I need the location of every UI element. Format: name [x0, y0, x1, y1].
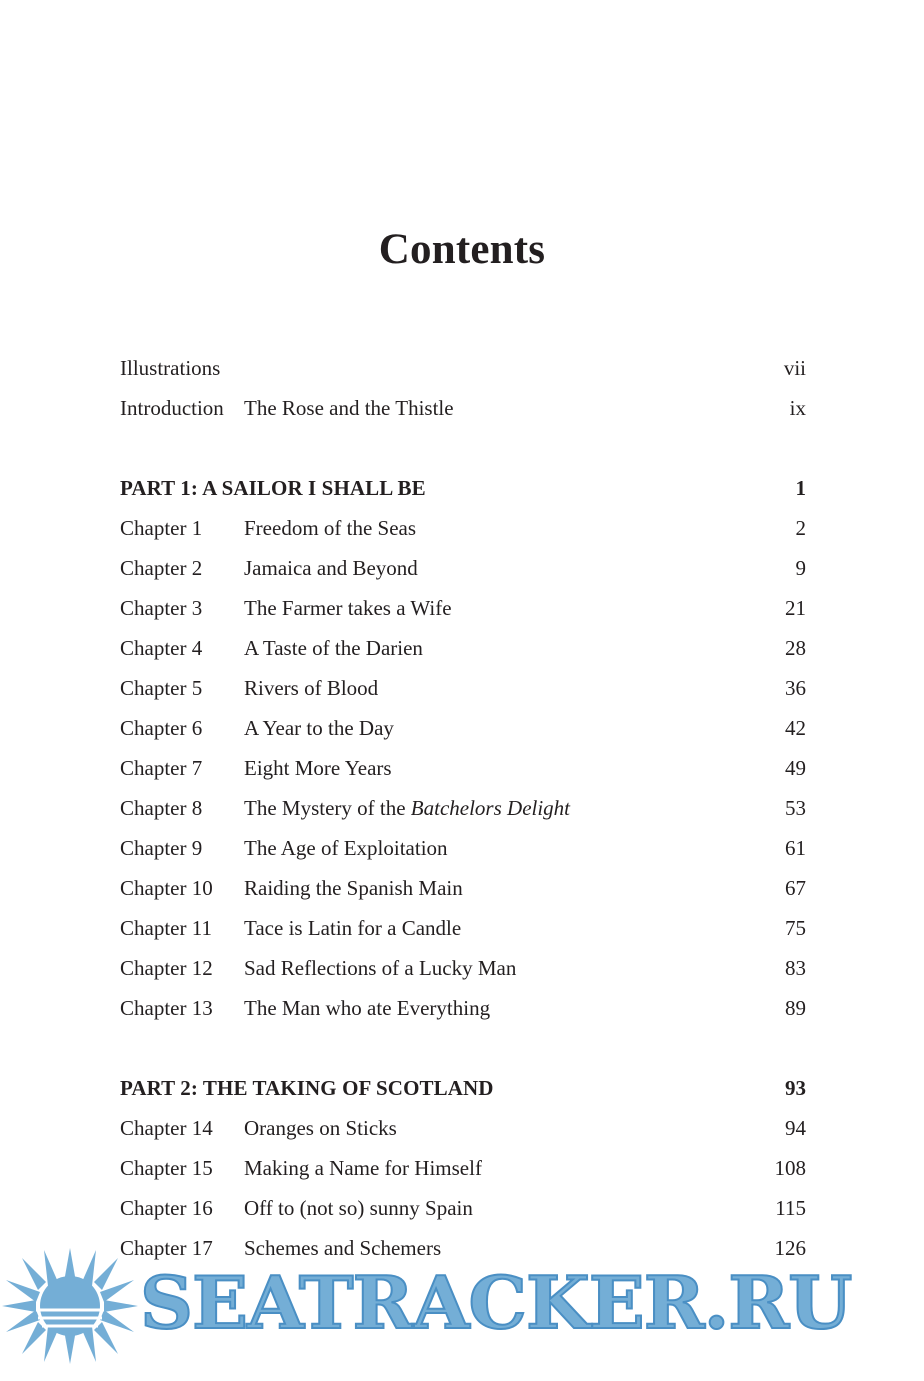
chapter-title: The Age of Exploitation: [244, 836, 448, 860]
chapter-label: Chapter 13: [120, 996, 213, 1020]
toc-chapter-7[interactable]: [120, 748, 806, 788]
chapter-title: [244, 788, 570, 828]
chapter-page: 126: [774, 1236, 806, 1260]
chapter-title: The Man who ate Everything: [244, 996, 491, 1020]
entry-page: vii: [783, 356, 806, 380]
chapter-label: Chapter 4: [120, 636, 203, 660]
chapter-page: 94: [785, 1116, 806, 1140]
chapter-label: Chapter 9: [120, 836, 203, 860]
toc-chapter-15[interactable]: [120, 1148, 806, 1188]
toc-chapter-2[interactable]: [120, 548, 806, 588]
chapter-title: Rivers of Blood: [244, 676, 379, 700]
toc-part-1[interactable]: [120, 468, 806, 508]
chapter-title: A Year to the Day: [244, 716, 394, 740]
chapter-page: 2: [795, 516, 806, 540]
chapter-label: Chapter 12: [120, 956, 213, 980]
chapter-title: Raiding the Spanish Main: [244, 876, 463, 900]
part-label: PART 2: THE TAKING OF SCOTLAND: [120, 1076, 494, 1100]
part-page: 93: [785, 1076, 806, 1100]
toc-entry-illustrations[interactable]: [120, 348, 806, 388]
chapter-label: Chapter 17: [120, 1236, 213, 1260]
toc-chapter-6[interactable]: [120, 708, 806, 748]
chapter-title: The Farmer takes a Wife: [244, 596, 452, 620]
chapter-page: 53: [785, 796, 806, 820]
chapter-label: Chapter 14: [120, 1116, 213, 1140]
chapter-page: 89: [785, 996, 806, 1020]
part-page: 1: [795, 476, 806, 500]
toc-chapter-8[interactable]: [120, 788, 806, 828]
toc-part-2[interactable]: [120, 1068, 806, 1108]
chapter-title: Making a Name for Himself: [244, 1156, 482, 1180]
entry-page: ix: [789, 396, 806, 420]
toc-chapter-4[interactable]: [120, 628, 806, 668]
chapter-label: Chapter 15: [120, 1156, 213, 1180]
chapter-title: Oranges on Sticks: [244, 1116, 397, 1140]
chapter-label: Chapter 8: [120, 796, 203, 820]
chapter-label: Chapter 16: [120, 1196, 213, 1220]
chapter-label: Chapter 6: [120, 716, 203, 740]
chapter-page: 28: [785, 636, 806, 660]
chapter-page: 42: [785, 716, 806, 740]
chapter-title-roman: The Mystery of the: [244, 796, 411, 820]
chapter-title: Tace is Latin for a Candle: [244, 916, 462, 940]
toc-chapter-16[interactable]: [120, 1188, 806, 1228]
toc-entry-introduction[interactable]: [120, 388, 806, 428]
chapter-page: 49: [785, 756, 806, 780]
chapter-page: 115: [775, 1196, 806, 1220]
part-label: PART 1: A SAILOR I SHALL BE: [120, 476, 426, 500]
toc-chapter-14[interactable]: [120, 1108, 806, 1148]
toc-chapter-10[interactable]: [120, 868, 806, 908]
entry-label: Introduction: [120, 396, 224, 420]
chapter-label: Chapter 3: [120, 596, 203, 620]
watermark-text: SEATRACKER.RU: [140, 1260, 852, 1345]
chapter-title: Eight More Years: [244, 756, 392, 780]
toc-chapter-9[interactable]: [120, 828, 806, 868]
toc-chapter-1[interactable]: [120, 508, 806, 548]
toc-chapter-5[interactable]: [120, 668, 806, 708]
toc-chapter-11[interactable]: [120, 908, 806, 948]
toc-chapter-3[interactable]: [120, 588, 806, 628]
entry-label: Illustrations: [120, 356, 221, 380]
chapter-page: 83: [785, 956, 806, 980]
chapter-page: 108: [774, 1156, 806, 1180]
chapter-title: Jamaica and Beyond: [244, 556, 418, 580]
chapter-title: Schemes and Schemers: [244, 1236, 442, 1260]
toc-chapter-12[interactable]: [120, 948, 806, 988]
entry-title: The Rose and the Thistle: [244, 396, 454, 420]
chapter-page: 21: [785, 596, 806, 620]
chapter-page: 67: [785, 876, 806, 900]
chapter-title-italic: Batchelors Delight: [410, 796, 571, 820]
chapter-title: A Taste of the Darien: [244, 636, 423, 660]
chapter-page: 75: [785, 916, 806, 940]
chapter-page: 61: [785, 836, 806, 860]
chapter-label: Chapter 11: [120, 916, 212, 940]
chapter-label: Chapter 7: [120, 756, 203, 780]
toc-chapter-13[interactable]: [120, 988, 806, 1028]
chapter-title: Sad Reflections of a Lucky Man: [244, 956, 517, 980]
chapter-label: Chapter 2: [120, 556, 203, 580]
chapter-label: Chapter 5: [120, 676, 203, 700]
table-of-contents: [120, 348, 806, 1268]
sun-icon: [0, 1244, 140, 1368]
chapter-title: Freedom of the Seas: [244, 516, 417, 540]
page-title: Contents: [378, 226, 546, 273]
chapter-label: Chapter 10: [120, 876, 213, 900]
chapter-label: Chapter 1: [120, 516, 203, 540]
chapter-page: 9: [795, 556, 806, 580]
chapter-page: 36: [785, 676, 806, 700]
watermark: [0, 1240, 924, 1381]
chapter-title: Off to (not so) sunny Spain: [244, 1196, 473, 1220]
